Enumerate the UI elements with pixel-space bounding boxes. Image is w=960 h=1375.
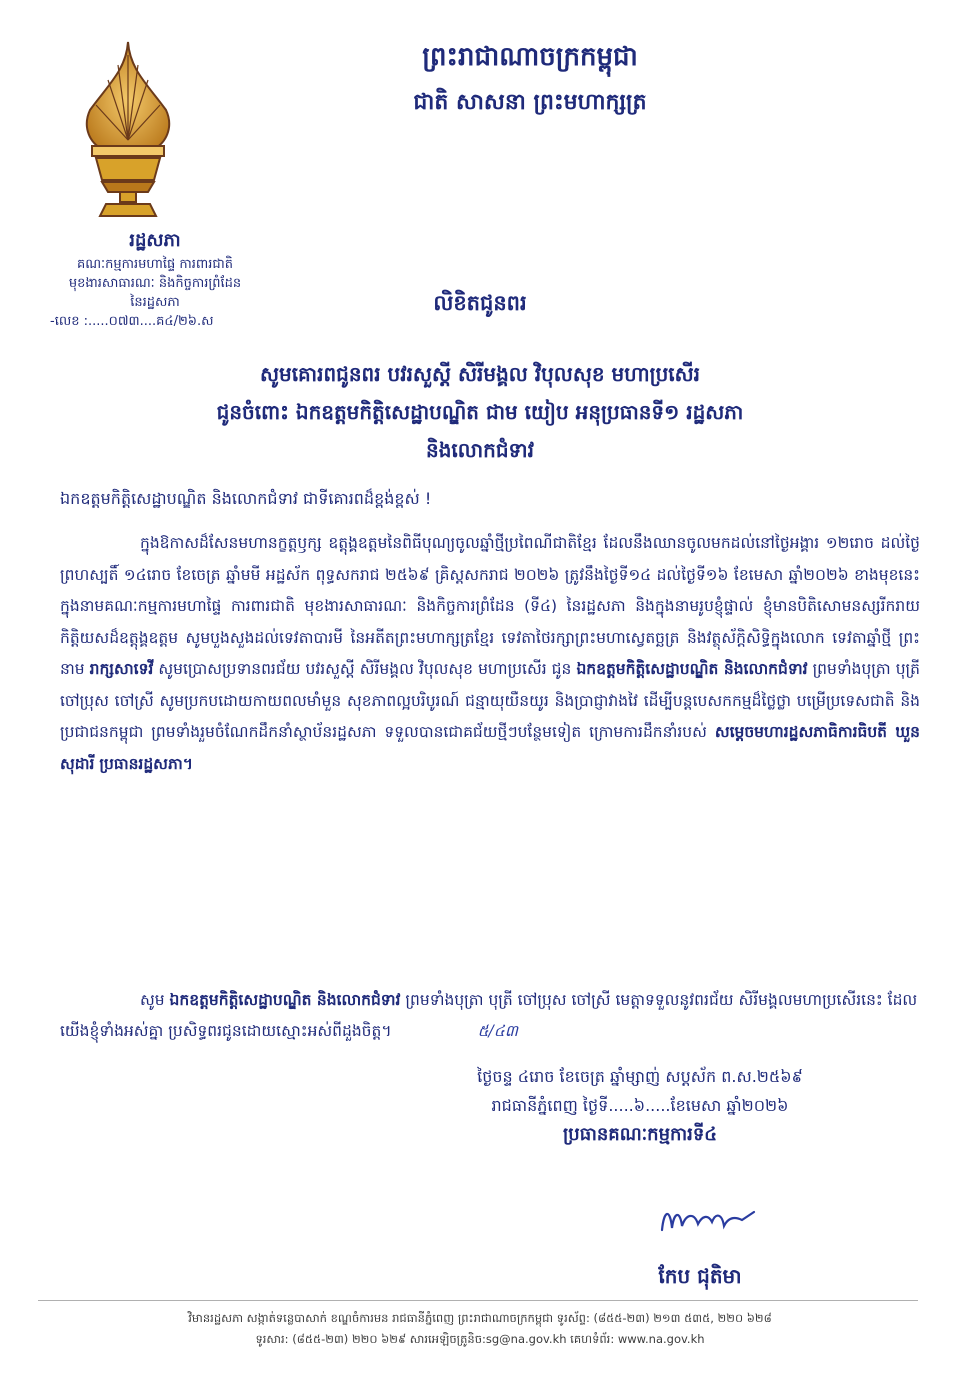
letter-body [60,528,920,780]
closing-text [60,985,920,1047]
footer-contact: ទូរសារ: (៨៥៥-២៣) ២២០ ៦២៩ សារអេឡិចត្រូនិច:sg@na.gov.kh គេហទំព័រ: www.na.gov.kh [255,1332,705,1346]
reference-number: -លេខ :.....០៧៣....គ៤/២៦.ស [50,314,214,329]
committee-name-line3: នៃរដ្ឋសភា [130,295,180,310]
president-title: ប្រធានរដ្ឋសភា។ [99,754,193,773]
footer-address: វិមានរដ្ឋសភា សង្កាត់ទន្លេបាសាក់ ខណ្ឌចំការមន រាជធានីភ្នំពេញ ព្រះរាជាណាចក្រកម្ពុជា ទូរស័ព្ទ: (៨៥៥-២៣) ២១៣ ៥៣៥, ២២០ ៦២៨ [188,1311,772,1325]
body-text-part3: ព្រមទាំងបុត្រា បុត្រី ចៅប្រុស ចៅស្រី សូមប្រកបដោយកាយពលមាំមួន សុខភាពល្អបរិបូរណ៍ ជន្មាយុយឺនយូរ និងប្រាជ្ញាវាងវៃ ដើម្បីបន្តបេសកកម្មដ៏ថ្លៃថ្លា បម្រើប្រទេសជាតិ និងប្រជាជនកម្ពុជា ព្រមទាំងរួមចំណែកដឹកនាំស្ថាប័នរដ្ឋសភា ទទួលបានជោគជ័យថ្មីៗបន្ថែមទៀត ក្រោមការដឹកនាំរបស់ [60,660,921,741]
heading-line3: និងលោកជំទាវ [426,438,534,462]
document-type: លិខិតជូនពរ [433,290,527,315]
heading-line2: ជូនចំពោះ ឯកឧត្តមកិត្តិសេដ្ឋាបណ្ឌិត ជាម យៀប អនុប្រធានទី១ រដ្ឋសភា [216,400,744,424]
sender-organization: រដ្ឋសភា [129,230,181,251]
body-paragraph [60,528,920,780]
footer-divider [38,1300,918,1301]
recipient-name: ឯកឧត្តមកិត្តិសេដ្ឋាបណ្ឌិត និងលោកជំទាវ [576,660,808,678]
president-name: សម្តេចមហារដ្ឋសភាធិការធិបតី ឃួន សុដារី [60,723,920,773]
date-block [400,1062,880,1149]
place-and-date: រាជធានីភ្នំពេញ ថ្ងៃទី.....៦.....ខែមេសា ឆ្នាំ២០២៦ [491,1096,789,1115]
sender-block [30,228,280,331]
kingdom-title: ព្រះរាជាណាចក្រកម្ពុជា [422,42,638,72]
heading-line1: សូមគោរពជូនពរ បវរសួស្តី សិរីមង្គល វិបុលសុខ មហាប្រសើរ [259,362,701,386]
body-text-part2: សូមប្រោសប្រទានពរជ័យ បវរសួស្តី សិរីមង្គល វិបុលសុខ មហាប្រសើរ ជូន [158,660,572,678]
national-assembly-emblem-icon [78,40,178,220]
footer [40,1308,920,1350]
signer-name: កែប ជុតិមា [658,1264,742,1288]
committee-name-line1: គណៈកម្មការមហាផ្ទៃ ការពារជាតិ [77,257,233,272]
closing-recipient: ឯកឧត្តមកិត្តិសេដ្ឋាបណ្ឌិត និងលោកជំទាវ [169,991,401,1009]
national-motto: ជាតិ សាសនា ព្រះមហាក្សត្រ [413,89,647,115]
lunar-date: ថ្ងៃចន្ទ ៤រោច ខែចេត្រ ឆ្នាំម្សាញ់ សប្តស័ក ព.ស.២៥៦៩ [477,1067,803,1086]
closing-part2: ព្រមទាំងបុត្រា បុត្រី ចៅប្រុស ចៅស្រី មេត្តាទទួលនូវពរជ័យ សិរីមង្គលមហាប្រសើរនេះ ដែលយើងខ្ញុំទាំងអស់គ្នា ប្រសិទ្ធពរជូនដោយស្មោះអស់ពីដួងចិត្ត។ [60,991,918,1040]
handwritten-initials: ៥/៤៣ [477,1022,518,1040]
deity-name: រាក្សសាទេវី [89,660,154,678]
letter-heading [100,355,860,469]
body-text-part1: ក្នុងឱកាសដ៏សែនមហានក្ខត្តឫក្ស ឧត្តុង្គឧត្តមនៃពិធីបុណ្យចូលឆ្នាំថ្មីប្រពៃណីជាតិខ្មែរ ដែលនឹងឈានចូលមកដល់នៅថ្ងៃអង្គារ ១២រោច ដល់ថ្ងៃព្រហស្បតិ៍ ១៤រោច ខែចេត្រ ឆ្នាំមមី អដ្ឋស័ក ពុទ្ធសករាជ ២៥៦៩ គ្រិស្តសករាជ ២០២៦ ត្រូវនឹងថ្ងៃទី១៤ ដល់ថ្ងៃទី១៦ ខែមេសា ឆ្នាំ២០២៦ ខាងមុខនេះ ក្នុងនាមគណៈកម្មការមហាផ្ទៃ ការពារជាតិ មុខងារសាធារណៈ និងកិច្ចការព្រំដែន (ទី៤) នៃរដ្ឋសភា និងក្នុងនាមរូបខ្ញុំផ្ទាល់ ខ្ញុំមានបិតិសោមនស្សរីករាយ កិត្តិយសដ៏ឧត្តុង្គឧត្តម សូមបួងសួងដល់ទេវតាបារមី នៃអតីតព្រះមហាក្សត្រខ្មែរ ទេវតាថៃរក្សាព្រះមហាស្វេតច្ឆត្រ និងវត្ថុស័ក្តិសិទ្ធិក្នុងលោក ទេវតាឆ្នាំថ្មី ព្រះនាម [60,534,920,678]
committee-name-line2: មុខងារសាធារណៈ និងកិច្ចការព្រំដែន [68,276,242,291]
signer-title: ប្រធានគណៈកម្មការទី៤ [562,1124,718,1145]
closing-part1: សូម [140,991,165,1009]
closing-paragraph [60,985,920,1047]
salutation: ឯកឧត្តមកិត្តិសេដ្ឋាបណ្ឌិត និងលោកជំទាវ ជាទីគោរពដ៏ខ្ពង់ខ្ពស់ ! [60,489,432,508]
signature-icon [650,1200,770,1240]
